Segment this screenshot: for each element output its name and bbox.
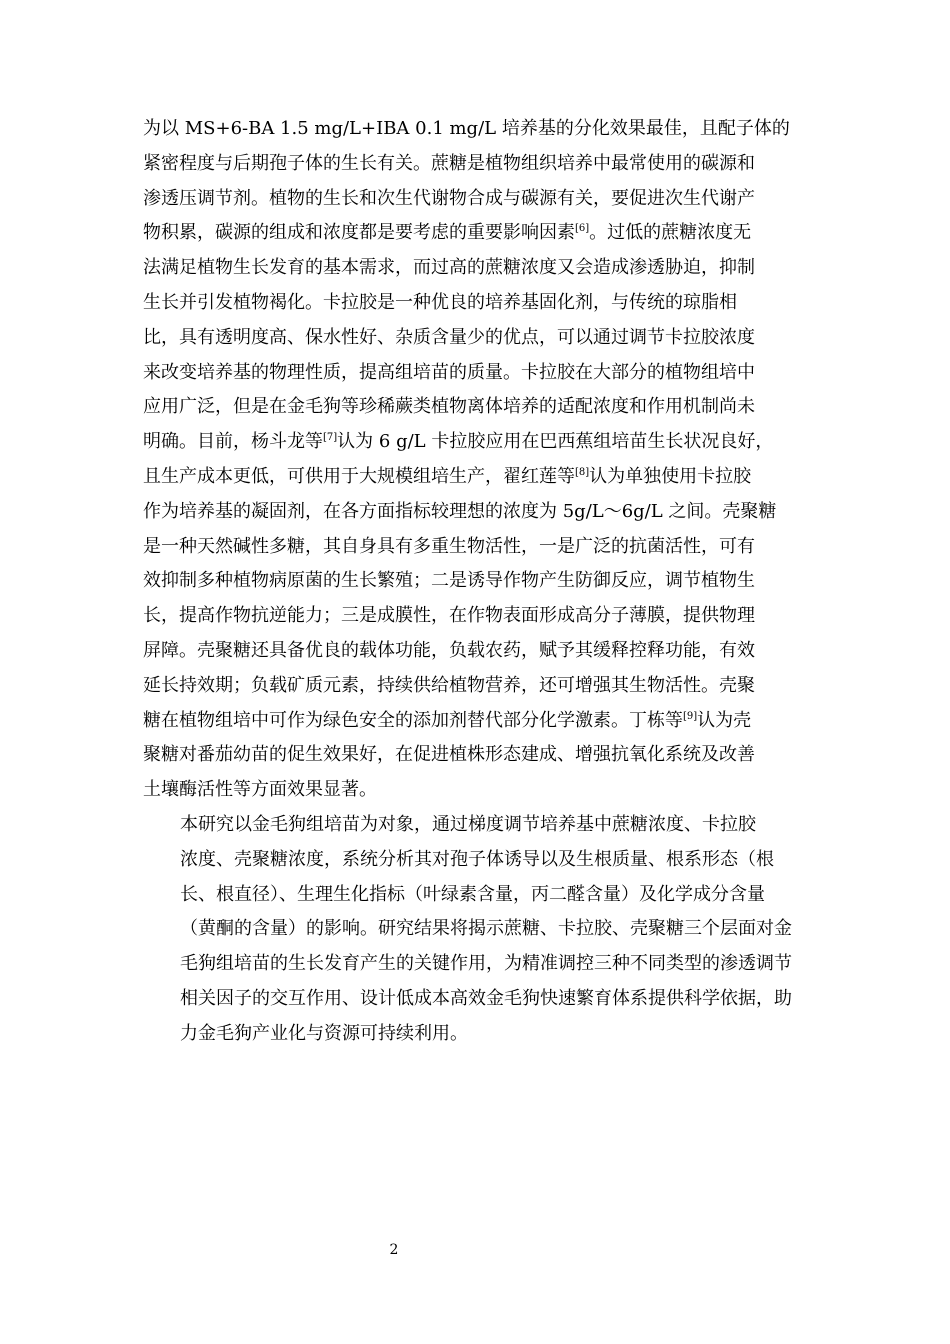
text-line: 浓度、壳聚糖浓度，系统分析其对孢子体诱导以及生根质量、根系形态（根 [180,848,774,870]
text-line: 屏障。壳聚糖还具备优良的载体功能，负载农药，赋予其缓释控释功能，有效 [143,639,755,661]
document-body [143,112,809,1052]
text-line: 长，提高作物抗逆能力；三是成膜性，在作物表面形成高分子薄膜，提供物理 [143,605,755,627]
text-line: 长、根直径）、生理生化指标（叶绿素含量，丙二醛含量）及化学成分含量 [180,883,765,905]
text-line: 渗透压调节剂。植物的生长和次生代谢物合成与碳源有关，要促进次生代谢产 [143,187,755,209]
paragraph-research-aim [143,808,809,1052]
text-line: 作为培养基的凝固剂，在各方面指标较理想的浓度为 5g/L～6g/L 之间。壳聚糖 [143,500,777,522]
text-line: 比，具有透明度高、保水性好、杂质含量少的优点，可以通过调节卡拉胶浓度 [143,326,755,348]
citation-ref-8: [8] [575,466,590,478]
text-segment: 糖在植物组培中可作为绿色安全的添加剂替代部分化学激素。丁栋等 [143,709,683,731]
citation-ref-7: [7] [323,432,338,444]
text-line: 土壤酶活性等方面效果显著。 [143,779,377,801]
text-line: 延长持效期；负载矿质元素，持续供给植物营养，还可增强其生物活性。壳聚 [143,674,755,696]
text-line: 为以 MS+6-BA 1.5 mg/L+IBA 0.1 mg/L 培养基的分化效果最佳，且配子体的 [143,118,790,139]
text-line: 法满足植物生长发育的基本需求，而过高的蔗糖浓度又会造成渗透胁迫，抑制 [143,257,755,279]
text-line: 效抑制多种植物病原菌的生长繁殖；二是诱导作物产生防御反应，调节植物生 [143,570,755,592]
text-line [143,425,809,460]
text-segment: 认为壳 [697,709,752,731]
citation-ref-6: [6] [575,223,590,235]
text-line: 来改变培养基的物理性质，提高组培苗的质量。卡拉胶在大部分的植物组培中 [143,361,755,383]
text-line: 聚糖对番茄幼苗的促生效果好，在促进植株形态建成、增强抗氧化系统及改善 [143,744,755,766]
text-line: 应用广泛，但是在金毛狗等珍稀蕨类植物离体培养的适配浓度和作用机制尚未 [143,396,755,418]
text-line [143,704,809,739]
text-line [143,216,809,251]
text-line [143,460,809,495]
page-number: 2 [389,1242,399,1258]
text-segment: 认为单独使用卡拉胶 [589,465,752,487]
text-line: （黄酮的含量）的影响。研究结果将揭示蔗糖、卡拉胶、壳聚糖三个层面对金 [180,918,792,940]
text-line: 毛狗组培苗的生长发育产生的关键作用，为精准调控三种不同类型的渗透调节 [180,953,792,975]
text-line: 相关因子的交互作用、设计低成本高效金毛狗快速繁育体系提供科学依据，助 [180,987,792,1009]
paragraph-background [143,112,809,808]
text-line: 紧密程度与后期孢子体的生长有关。蔗糖是植物组织培养中最常使用的碳源和 [143,152,755,174]
text-line: 生长并引发植物褐化。卡拉胶是一种优良的培养基固化剂，与传统的琼脂相 [143,291,737,313]
text-segment: 且生产成本更低，可供用于大规模组培生产，翟红莲等 [143,465,575,487]
text-segment: 物积累，碳源的组成和浓度都是要考虑的重要影响因素 [143,222,575,244]
citation-ref-9: [9] [683,710,698,722]
text-line: 是一种天然碱性多糖，其自身具有多重生物活性，一是广泛的抗菌活性，可有 [143,535,755,557]
text-segment: 。过低的蔗糖浓度无 [589,222,752,244]
text-line: 本研究以金毛狗组培苗为对象，通过梯度调节培养基中蔗糖浓度、卡拉胶 [180,813,756,835]
text-segment: 认为 6 g/L 卡拉胶应用在巴西蕉组培苗生长状况良好， [337,431,774,453]
text-line: 力金毛狗产业化与资源可持续利用。 [180,1022,468,1044]
text-segment: 明确。目前，杨斗龙等 [143,431,323,453]
